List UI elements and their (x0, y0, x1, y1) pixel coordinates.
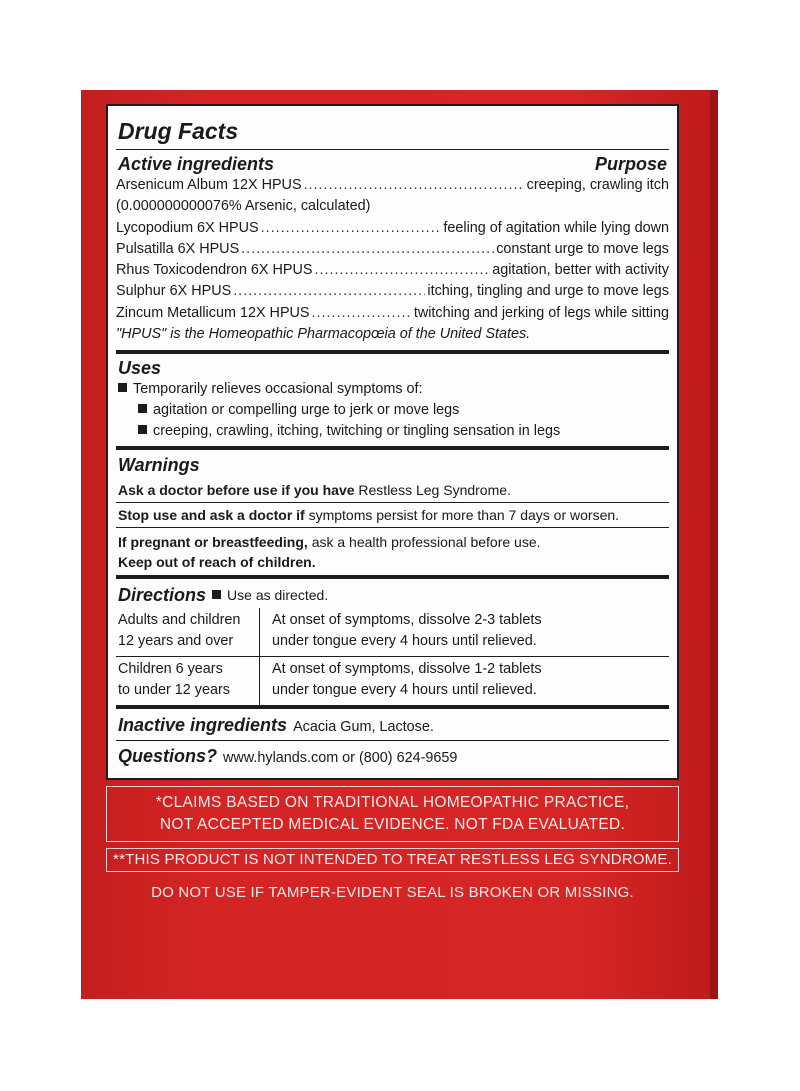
uses-item (118, 421, 667, 442)
ingredient-name: (0.000000000076% Arsenic, calculated) (116, 198, 371, 215)
tamper-warning: DO NOT USE IF TAMPER-EVIDENT SEAL IS BROKEN OR MISSING. (151, 884, 634, 901)
ingredient-name: Zincum Metallicum 12X HPUS (116, 304, 310, 321)
leader-dots (241, 239, 494, 260)
questions-section (116, 740, 669, 771)
purpose-heading: Purpose (594, 154, 667, 174)
inactive-ingredients-section (116, 705, 669, 740)
ingredient-purpose: creeping, crawling itch (526, 177, 669, 193)
questions-heading: Questions? (118, 746, 218, 767)
stop-use-bold: Stop use and ask a doctor if (118, 507, 305, 524)
age-line: to under 12 years (118, 682, 230, 699)
directions-header (116, 579, 669, 608)
square-bullet-icon (118, 383, 127, 392)
ask-doctor-rest: Restless Leg Syndrome. (354, 482, 511, 499)
active-ingredients-section (116, 150, 669, 350)
leader-dots (233, 281, 425, 302)
age-cell (116, 608, 260, 657)
leader-dots (312, 303, 412, 324)
questions-contact: www.hylands.com or (800) 624-9659 (223, 750, 458, 767)
dosage-line: At onset of symptoms, dissolve 2-3 tablets (272, 612, 542, 629)
pregnancy-warning-block (116, 527, 669, 575)
uses-heading: Uses (118, 358, 162, 379)
active-ingredients-header (116, 150, 669, 175)
active-ingredients-heading: Active ingredients (118, 154, 275, 174)
ingredient-name: Arsenicum Album 12X HPUS (116, 177, 302, 193)
ingredient-purpose: feeling of agitation while lying down (443, 219, 669, 236)
ingredient-purpose: constant urge to move legs (496, 240, 669, 257)
pregnancy-bold: If pregnant or breastfeeding, (118, 534, 308, 551)
uses-item-text: agitation or compelling urge to jerk or move legs (153, 402, 460, 419)
ask-doctor-warning (116, 478, 669, 502)
age-cell (116, 657, 260, 706)
directions-note (212, 587, 328, 603)
ingredient-row (116, 175, 669, 196)
stop-use-warning (116, 502, 669, 527)
leader-dots (304, 175, 525, 196)
package-back-panel (81, 90, 718, 999)
table-row (116, 657, 669, 706)
uses-item-text: creeping, crawling, itching, twitching or tingling sensation in legs (153, 423, 561, 440)
leader-dots (315, 260, 491, 281)
ingredient-row (116, 260, 669, 281)
ask-doctor-bold: Ask a doctor before use if you have (118, 482, 355, 499)
inactive-ingredients-heading: Inactive ingredients (118, 715, 288, 736)
age-line: Adults and children (118, 612, 241, 629)
pregnancy-rest: ask a health professional before use. (307, 534, 541, 551)
claims-disclaimer-box (106, 786, 679, 842)
hpus-note: "HPUS" is the Homeopathic Pharmacopœia of the United States. (116, 326, 531, 343)
warnings-section (116, 446, 669, 575)
keep-out-text: Keep out of reach of children. (118, 554, 316, 571)
directions-section (116, 575, 669, 705)
age-line: 12 years and over (118, 633, 234, 650)
claims-line: NOT ACCEPTED MEDICAL EVIDENCE. NOT FDA EVALUATED. (159, 816, 626, 833)
square-bullet-icon (212, 590, 221, 599)
uses-intro-text: Temporarily relieves occasional symptoms of: (133, 381, 423, 398)
claims-line: *CLAIMS BASED ON TRADITIONAL HOMEOPATHIC PRACTICE, (155, 794, 630, 811)
leader-dots (261, 218, 442, 239)
warnings-heading: Warnings (118, 455, 200, 476)
ingredient-purpose: twitching and jerking of legs while sitting (413, 304, 669, 321)
directions-heading: Directions (118, 585, 207, 606)
uses-section (116, 350, 669, 446)
ingredient-name: Lycopodium 6X HPUS (116, 219, 259, 236)
dosage-line: At onset of symptoms, dissolve 1-2 tablets (272, 661, 542, 678)
square-bullet-icon (138, 425, 147, 434)
pregnancy-warning (118, 530, 667, 552)
table-row (116, 608, 669, 657)
ingredient-name: Rhus Toxicodendron 6X HPUS (116, 262, 313, 279)
ingredient-row (116, 239, 669, 260)
drug-facts-panel (106, 104, 679, 780)
square-bullet-icon (138, 404, 147, 413)
dosage-cell (260, 608, 670, 657)
ingredient-row (116, 281, 669, 302)
dosage-cell (260, 657, 670, 706)
dosage-line: under tongue every 4 hours until relieved. (272, 633, 537, 650)
directions-table (116, 608, 669, 705)
ingredient-row (116, 218, 669, 239)
stop-use-rest: symptoms persist for more than 7 days or worsen. (304, 507, 620, 524)
uses-intro (118, 379, 667, 400)
drug-facts-title: Drug Facts (116, 106, 669, 150)
not-intended-disclaimer: **THIS PRODUCT IS NOT INTENDED TO TREAT RESTLESS LEG SYNDROME. (106, 848, 679, 872)
ingredient-name: Pulsatilla 6X HPUS (116, 240, 240, 257)
uses-item (118, 400, 667, 421)
age-line: Children 6 years (118, 661, 223, 678)
dosage-line: under tongue every 4 hours until relieved. (272, 682, 537, 699)
inactive-ingredients-value: Acacia Gum, Lactose. (293, 719, 434, 736)
ingredient-purpose: itching, tingling and urge to move legs (427, 283, 669, 300)
ingredient-purpose: agitation, better with activity (492, 262, 669, 279)
ingredient-name: Sulphur 6X HPUS (116, 283, 232, 300)
keep-out-warning (118, 552, 667, 572)
ingredient-row (116, 303, 669, 324)
directions-note-text: Use as directed. (227, 587, 329, 604)
ingredient-note-row (116, 196, 669, 217)
